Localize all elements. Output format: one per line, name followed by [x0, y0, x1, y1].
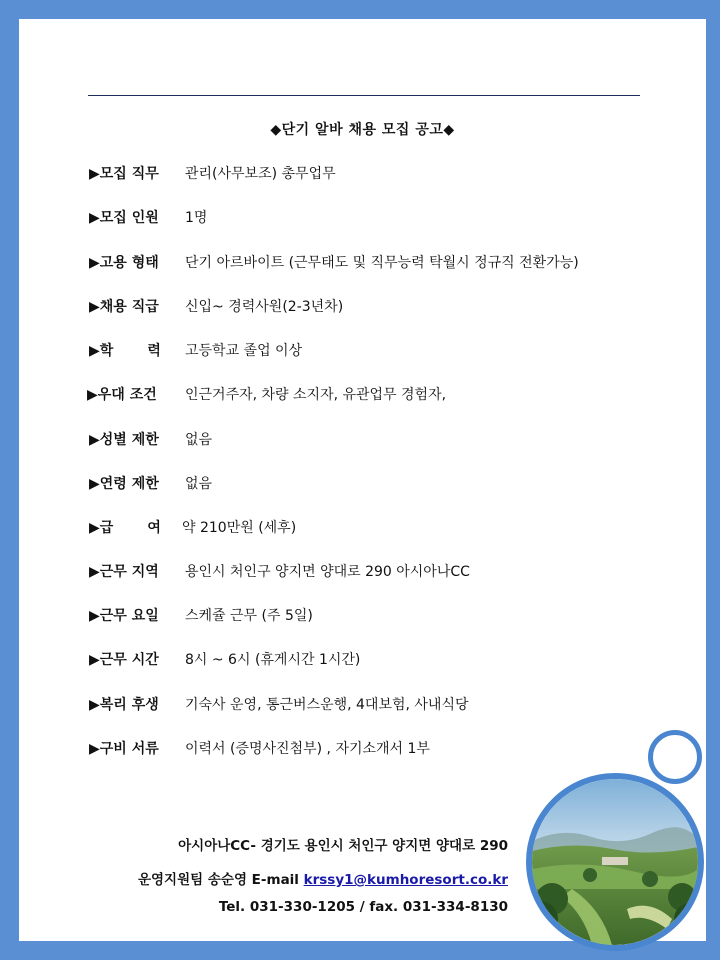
- row-label: [89, 340, 181, 360]
- row-label: ▶우대 조건: [87, 387, 157, 403]
- row-value: 8시 ~ 6시 (휴게시간 1시간): [185, 652, 361, 668]
- row-label: ▶고용 형태: [89, 255, 159, 271]
- footer-address: 아시아나CC- 경기도 용인시 처인구 양지면 양대로 290: [178, 838, 508, 854]
- row-label: ▶근무 지역: [89, 564, 159, 580]
- notice-title: ◆단기 알바 채용 모집 공고◆: [270, 122, 455, 138]
- top-divider: [88, 95, 640, 96]
- footer-contact: [138, 868, 508, 888]
- row-value: 약 210만원 (세후): [182, 520, 297, 536]
- row-label: ▶모집 인원: [89, 210, 159, 226]
- landscape-illustration: [532, 779, 698, 945]
- row-label-text: ▶학 력: [89, 343, 161, 359]
- row-value: 기숙사 운영, 통근버스운행, 4대보험, 사내식당: [185, 697, 469, 713]
- row-label: ▶성별 제한: [89, 432, 159, 448]
- footer-phone: Tel. 031-330-1205 / fax. 031-334-8130: [218, 899, 508, 915]
- row-value: 관리(사무보조) 총무업무: [185, 166, 336, 182]
- row-value: 없음: [185, 432, 213, 448]
- row-value: 단기 아르바이트 (근무태도 및 직무능력 탁월시 정규직 전환가능): [185, 255, 579, 271]
- row-label: ▶채용 직급: [89, 299, 159, 315]
- email-link[interactable]: krssy1@kumhoresort.co.kr: [303, 872, 508, 888]
- row-label: ▶구비 서류: [89, 741, 159, 757]
- row-value: 용인시 처인구 양지면 양대로 290 아시아나CC: [185, 564, 470, 580]
- row-value: 1명: [185, 210, 208, 226]
- row-value: 고등학교 졸업 이상: [185, 343, 303, 359]
- row-label: ▶모집 직무: [89, 166, 159, 182]
- golf-course-photo: [526, 773, 704, 951]
- row-value: 이력서 (증명사진첨부) , 자기소개서 1부: [185, 741, 430, 757]
- decorative-ring: [648, 730, 702, 784]
- row-value: 없음: [185, 476, 213, 492]
- row-label: ▶급 여: [89, 520, 161, 536]
- row-label: ▶연령 제한: [89, 476, 159, 492]
- row-label: ▶복리 후생: [89, 697, 159, 713]
- row-label: ▶근무 요일: [89, 608, 159, 624]
- row-value: 인근거주자, 차량 소지자, 유관업무 경험자,: [185, 387, 447, 403]
- contact-prefix: 운영지원팀 송순영 E-mail: [137, 872, 304, 888]
- row-value: 신입~ 경력사원(2-3년차): [185, 299, 344, 315]
- row-label: ▶근무 시간: [89, 652, 159, 668]
- row-value: 스케쥴 근무 (주 5일): [185, 608, 313, 624]
